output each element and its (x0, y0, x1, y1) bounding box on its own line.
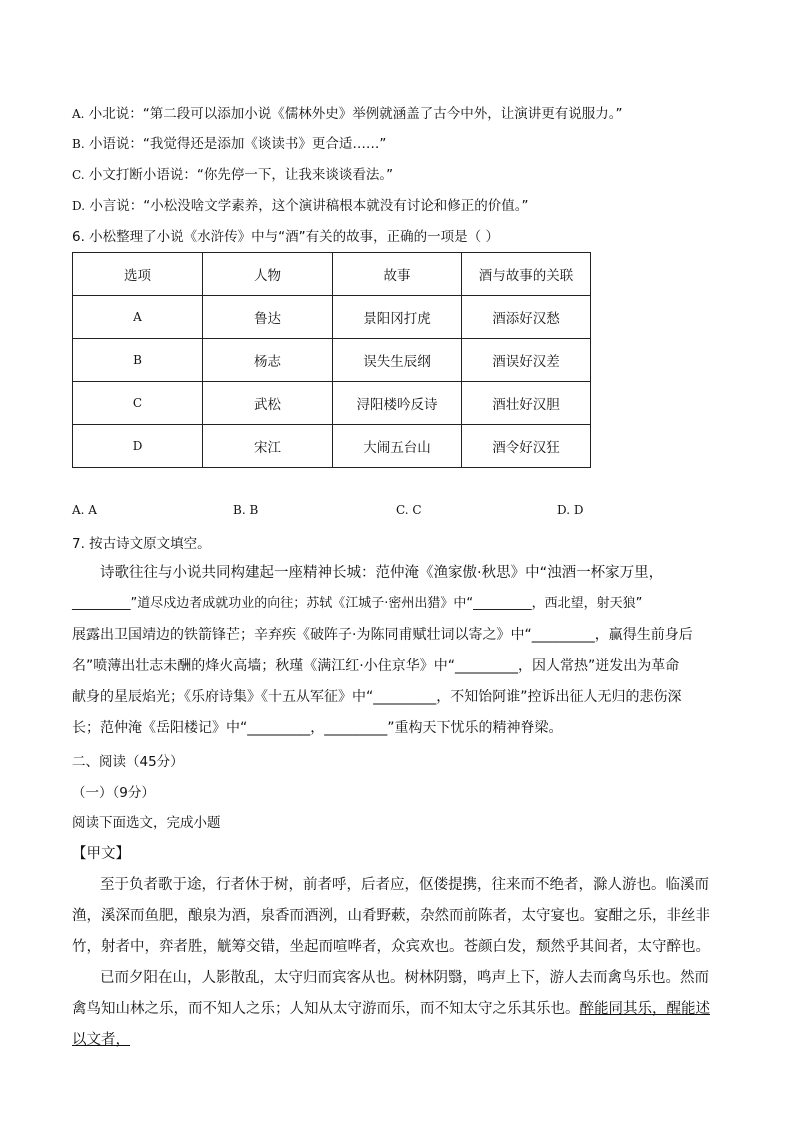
table-header: 故事 (333, 253, 462, 296)
table-header: 选项 (73, 253, 203, 296)
table-cell: 酒误好汉差 (462, 339, 591, 382)
q7-text-line: 献身的星辰焰光；《乐府诗集》《十五从军征》中“_________，不知饴阿谁”控诉出征人无归的悲伤深 (72, 689, 682, 705)
jia-paragraph-2-text: 已而夕阳在山，人影散乱，太守归而宾客从也。树林阴翳，鸣声上下，游人去而禽鸟乐也。然而禽鸟知山林之乐，而不知人之乐；人知从太守游而乐，而不知太守之乐其乐也。 (72, 970, 709, 1017)
jia-paragraph-1: 至于负者歌于途，行者休于树，前者呼，后者应，伛偻提携，往来而不绝者，滁人游也。临溪而渔，溪深而鱼肥，酿泉为酒，泉香而酒洌，山肴野蔌，杂然而前陈者，太守宴也。宴酣之乐，非丝非竹，射者中，弈者胜，觥筹交错，坐起而喧哗者，众宾欢也。苍颜白发，颓然乎其间者，太守醉也。 (72, 877, 710, 955)
reading-instruction: 阅读下面选文，完成小题 (72, 815, 221, 831)
table-row (73, 382, 591, 425)
option-text: 小言说：“小松没啥文学素养，这个演讲稿根本就没有讨论和修正的价值。” (89, 198, 529, 214)
table-cell: 大闹五台山 (333, 425, 462, 468)
q6-question: 6. 小松整理了小说《水浒传》中与“酒”有关的故事，正确的一项是（ ） (72, 229, 499, 245)
table-row (73, 339, 591, 382)
table-cell: A (73, 296, 203, 339)
table-cell: 宋江 (203, 425, 333, 468)
option-text: 小语说：“我觉得还是添加《谈读书》更合适……” (88, 136, 387, 152)
q7-text-line (72, 594, 642, 614)
table-header: 酒与故事的关联 (462, 253, 591, 296)
table-row (73, 425, 591, 468)
q5-option-d (72, 196, 529, 216)
q7-text-line: 长；范仲淹《岳阳楼记》中“_________，_________”重构天下忧乐的精神脊梁。 (72, 720, 563, 736)
table-cell: 杨志 (203, 339, 333, 382)
table-header: 人物 (203, 253, 333, 296)
q6-answer-a: A. A (72, 503, 97, 517)
q7-text: ”道尽戍边者成就功业的向往；苏轼《江城子·密州出猎》中“_________，西北望，射天狼” (130, 596, 643, 611)
underlined-sentence: 醉能同其乐，醒能述以文者， (72, 1001, 710, 1048)
section-part: （一）（9分） (72, 785, 155, 801)
table-cell: 景阳冈打虎 (333, 296, 462, 339)
q6-answer-b: B. B (233, 503, 259, 517)
option-label: A. (72, 107, 85, 121)
table-cell: 鲁达 (203, 296, 333, 339)
table-cell: 浔阳楼吟反诗 (333, 382, 462, 425)
table-cell: 酒令好汉狂 (462, 425, 591, 468)
table-cell: 武松 (203, 382, 333, 425)
section-title: 二、阅读（45分） (72, 754, 184, 770)
q7-text-line: 名”喷薄出壮志未酬的烽火高墙；秋瑾《满江红·小住京华》中“_________，因人常热”迸发出为革命 (72, 658, 680, 674)
jia-label: 【甲文】 (72, 846, 130, 862)
q7-question: 7. 按古诗文原文填空。 (72, 536, 211, 552)
option-text: 小文打断小语说：“你先停一下，让我来谈谈看法。” (88, 167, 394, 183)
table-row (73, 296, 591, 339)
q5-option-b (72, 134, 386, 154)
table-cell: C (73, 382, 203, 425)
table-cell: B (73, 339, 203, 382)
q6-answer-c: C. C (396, 503, 422, 517)
q5-option-c (72, 165, 393, 185)
option-label: D. (72, 199, 86, 213)
jia-paragraph-2 (72, 963, 722, 1056)
option-text: 小北说：“第二段可以添加小说《儒林外史》举例就涵盖了古今中外，让演讲更有说服力。” (88, 106, 623, 122)
fill-blank: _________ (72, 596, 131, 611)
table-cell: 误失生辰纲 (333, 339, 462, 382)
q6-table (72, 252, 591, 468)
option-label: B. (72, 137, 85, 151)
table-cell: D (73, 425, 203, 468)
option-label: C. (72, 168, 85, 182)
table-header-row (73, 253, 591, 296)
q7-text-line: 诗歌往往与小说共同构建起一座精神长城：范仲淹《渔家傲·秋思》中“浊酒一杯家万里， (100, 565, 664, 581)
table-cell: 酒添好汉愁 (462, 296, 591, 339)
q7-text-line: 展露出卫国靖边的铁箭锋芒；辛弃疾《破阵子·为陈同甫赋壮词以寄之》中“_________，赢得生前身后 (72, 627, 693, 643)
q6-answer-d: D. D (557, 503, 584, 517)
table-cell: 酒壮好汉胆 (462, 382, 591, 425)
q5-option-a (72, 104, 623, 124)
